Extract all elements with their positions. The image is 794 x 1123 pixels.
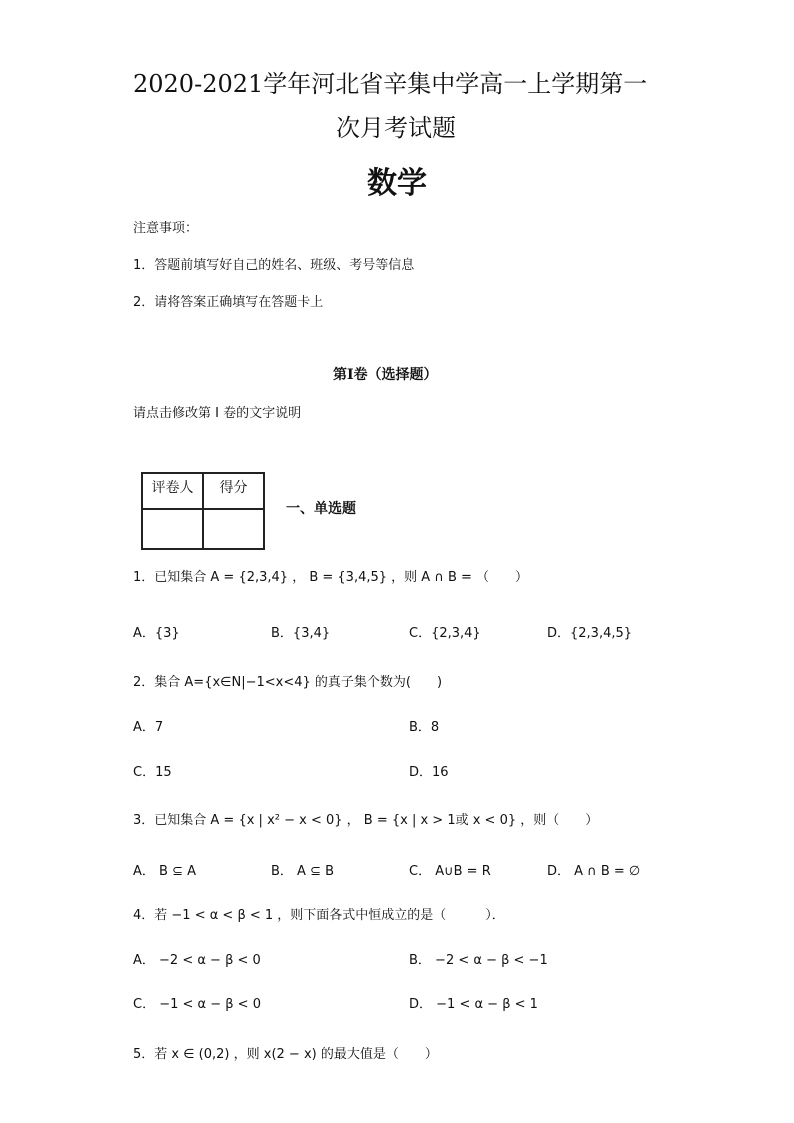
part-title: 一、单选题: [286, 501, 356, 517]
section-note[interactable]: 请点击修改第 I 卷的文字说明: [133, 406, 302, 421]
grader-table: [141, 472, 265, 550]
score-cell: [203, 509, 264, 549]
question-option: B．{3,4}: [271, 626, 331, 641]
question-option: D．16: [409, 765, 449, 780]
question-option: C． A∪B = R: [409, 864, 491, 879]
question-option: B．8: [409, 720, 440, 735]
notice-item: 1．答题前填写好自己的姓名、班级、考号等信息: [133, 258, 415, 273]
question-stem: 3．已知集合 A = {x | x² − x < 0} ， B = {x | x > 1或 x < 0} ，则（ ）: [133, 813, 599, 828]
question-option: C．15: [133, 765, 172, 780]
question-stem: 2．集合 A={x∈N|−1<x<4} 的真子集个数为( ): [133, 675, 443, 690]
question-option: A． B ⊆ A: [133, 864, 196, 879]
question-option: D． −1 < α − β < 1: [409, 997, 538, 1012]
notice-item: 2．请将答案正确填写在答题卡上: [133, 295, 324, 310]
grader-header: 评卷人: [142, 473, 203, 509]
question-option: A．{3}: [133, 626, 180, 641]
question-option: D．{2,3,4,5}: [547, 626, 633, 641]
subject-title: 数学: [367, 166, 427, 201]
section-title: 第I卷（选择题）: [333, 367, 438, 383]
question-stem: 5．若 x ∈ (0,2) ，则 x(2 − x) 的最大值是（ ）: [133, 1047, 438, 1062]
question-option: B． A ⊆ B: [271, 864, 335, 879]
page-title-line2: 次月考试题: [336, 114, 456, 142]
question-option: B． −2 < α − β < −1: [409, 953, 548, 968]
question-stem: 4．若 −1 < α < β < 1 ，则下面各式中恒成立的是（ ）．: [133, 908, 505, 923]
question-option: C．{2,3,4}: [409, 626, 481, 641]
score-header: 得分: [203, 473, 264, 509]
question-option: A． −2 < α − β < 0: [133, 953, 261, 968]
question-option: A．7: [133, 720, 164, 735]
question-stem: 1．已知集合 A = {2,3,4} ， B = {3,4,5} ，则 A ∩ B = （ ）: [133, 570, 529, 585]
grader-cell: [142, 509, 203, 549]
question-option: C． −1 < α − β < 0: [133, 997, 261, 1012]
notice-heading: 注意事项：: [133, 221, 199, 236]
question-option: D． A ∩ B = ∅: [547, 864, 641, 879]
page-title-line1: 2020-2021学年河北省辛集中学高一上学期第一: [133, 70, 648, 98]
